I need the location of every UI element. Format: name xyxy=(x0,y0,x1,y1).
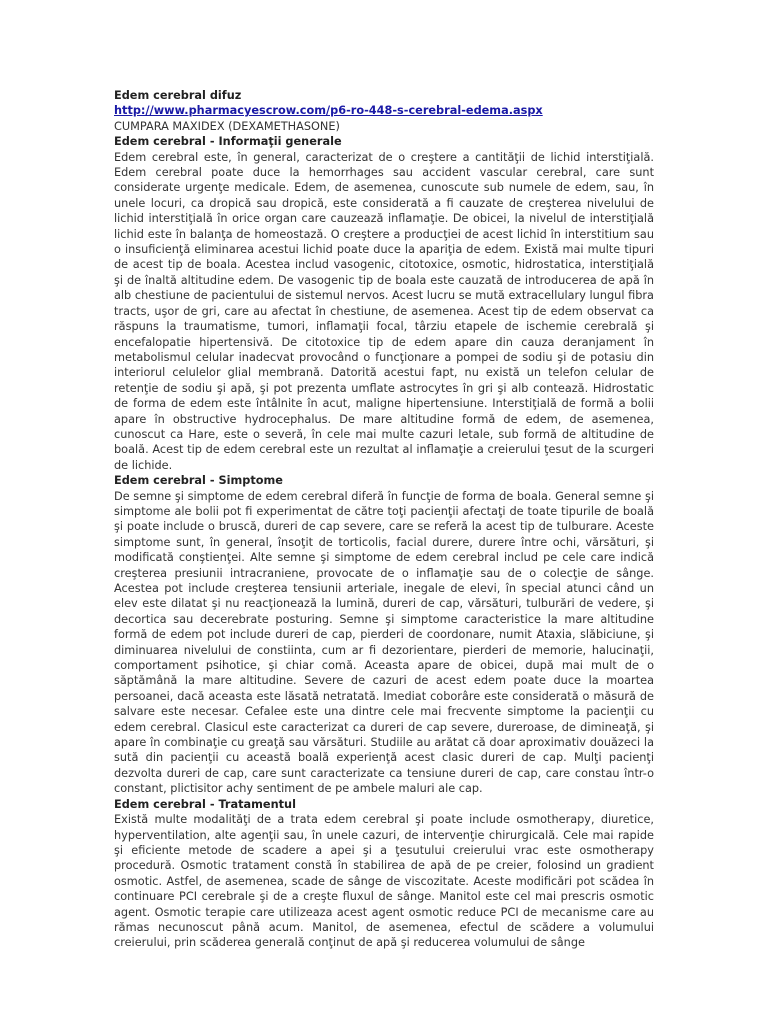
section-text-treatment: Există multe modalităţi de a trata edem cerebral şi poate include osmotherapy, diuretice, hyperventilation, alte agenţii sau, în unele cazuri, de intervenţie chirurgicală. Cele mai rapide şi eficiente metode de scadere a apei şi a ţesutului creierului vrac este osmotherapy procedură. Osmotic tratament constă în stabilirea de apă de pe creier, folosind un gradient osmotic. Astfel, de asemenea, scade de sânge de viscozitate. Aceste modificări pot scădea în continuare PCI cerebrale şi de a creşte fluxul de sânge. Manitol este cel mai prescris osmotic agent. Osmotic terapie care utilizeaza acest agent osmotic reduce PCI de mecanisme care au rămas necunoscut până acum. Manitol, de asemenea, efectul de scădere a volumului creierului, prin scăderea generală conţinut de apă şi reducerea volumului de sânge xyxy=(114,813,654,950)
buy-line: CUMPARA MAXIDEX (DEXAMETHASONE) xyxy=(114,119,340,133)
section-text-general: Edem cerebral este, în general, caracterizat de o creştere a cantităţii de lichid interstiţială. Edem cerebral poate duce la hemorrhages sau accident vascular cerebral, care sunt considerate urgenţe medicale. Edem, de asemenea, cunoscute sub numele de edem, sau, în unele locuri, ca dropică sau dropică, este considerată a fi cauzate de creşterea nivelului de lichid interstiţială în orice organ care cauzează inflamaţie. De obicei, la nivelul de interstiţială lichid este în balanţa de homeostază. O creştere a producţiei de acest lichid în interstitium sau o insuficienţă eliminarea acestui lichid poate duce la apariţia de edem. Există mai multe tipuri de acest tip de boala. Acestea includ vasogenic, citotoxice, osmotic, hidrostatica, interstiţială şi de înaltă altitudine edem. De vasogenic tip de boala este cauzată de introducerea de apă în alb chestiune de pacientului de sistemul nervos. Acest lucru se mută extracellulary lungul fibra tracts, uşor de gri, care au afectat în chestiune, de asemenea. Acest tip de edem observat ca răspuns la traumatisme, tumori, inflamaţii focal, târziu etapele de ischemie cerebrală şi encefalopatie hipertensivă. De citotoxice tip de edem apare din cauza deranjament în metabolismul celular inadecvat provocând o funcţionare a pompei de sodiu şi de potasiu din interiorul celulelor glial membrană. Datorită acestui fapt, nu există un telefon celular de retenţie de sodiu şi apă, şi pot prezenta umflate astrocytes în gri şi alb contează. Hidrostatic de forma de edem este întâlnite în acut, maligne hipertensiune. Interstiţială de formă a bolii apare în obstructive hydrocephalus. De mare altitudine formă de edem, de asemenea, cunoscut ca Hare, este o severă, în cele mai multe cazuri letale, sub formă de altitudine de boală. Acest tip de edem cerebral este un rezultat al inflamaţie a creierului ţesut de la scurgeri de lichide. xyxy=(114,150,654,472)
section-heading-treatment: Edem cerebral - Tratamentul xyxy=(114,797,296,811)
section-heading-symptoms: Edem cerebral - Simptome xyxy=(114,474,283,488)
section-text-symptoms: De semne şi simptome de edem cerebral diferă în funcţie de forma de boala. General semne şi simptome ale bolii pot fi experimentat de către toţi pacienţii afectaţi de toate tipurile de boală şi poate include o bruscă, dureri de cap severe, care se referă la acest tip de tulburare. Aceste simptome sunt, în general, însoţit de torticolis, facial durere, durere între ochi, vărsături, şi modificată conştienţei. Alte semne şi simptome de edem cerebral includ pe cele care indică creşterea presiunii intracraniene, provocate de o inflamaţie sau de o colecţie de sânge. Acestea pot include creşterea tensiunii arteriale, inegale de elevi, în special atunci când un elev este dilatat şi nu reacţionează la lumină, dureri de cap, vărsături, tulburări de vedere, şi decortica sau decerebrate posturing. Semne şi simptome caracteristice la mare altitudine formă de edem pot include dureri de cap, pierderi de coordonare, numit Ataxia, slăbiciune, şi diminuarea nivelului de constiinta, cum ar fi dezorientare, pierderi de memorie, halucinaţii, comportament psihotice, şi chiar comă. Aceasta apare de obicei, după mai mult de o săptămână la mare altitudine. Severe de cazuri de acest edem poate duce la moartea persoanei, dacă aceasta este lăsată netratată. Imediat coborâre este considerată o măsură de salvare este necesar. Cefalee este una dintre cele mai frecvente simptome la pacienţii cu edem cerebral. Clasicul este caracterizat ca dureri de cap severe, dureroase, de dimineaţă, şi apare în combinaţie cu greaţă sau vărsături. Studiile au arătat că doar aproximativ douăzeci la sută din pacienţii cu această boală experienţă acest clasic dureri de cap. Mulţi pacienţi dezvolta dureri de cap, care sunt caracterizate ca tensiune dureri de cap, care constau într-o constant, plictisitor achy sentiment de pe ambele maluri ale cap. xyxy=(114,489,654,796)
document-title: Edem cerebral difuz xyxy=(114,89,242,102)
document-page xyxy=(114,88,654,951)
section-heading-general: Edem cerebral - Informaţii generale xyxy=(114,135,342,149)
source-link[interactable]: http://www.pharmacyescrow.com/p6-ro-448-s-cerebral-edema.aspx xyxy=(114,104,543,118)
